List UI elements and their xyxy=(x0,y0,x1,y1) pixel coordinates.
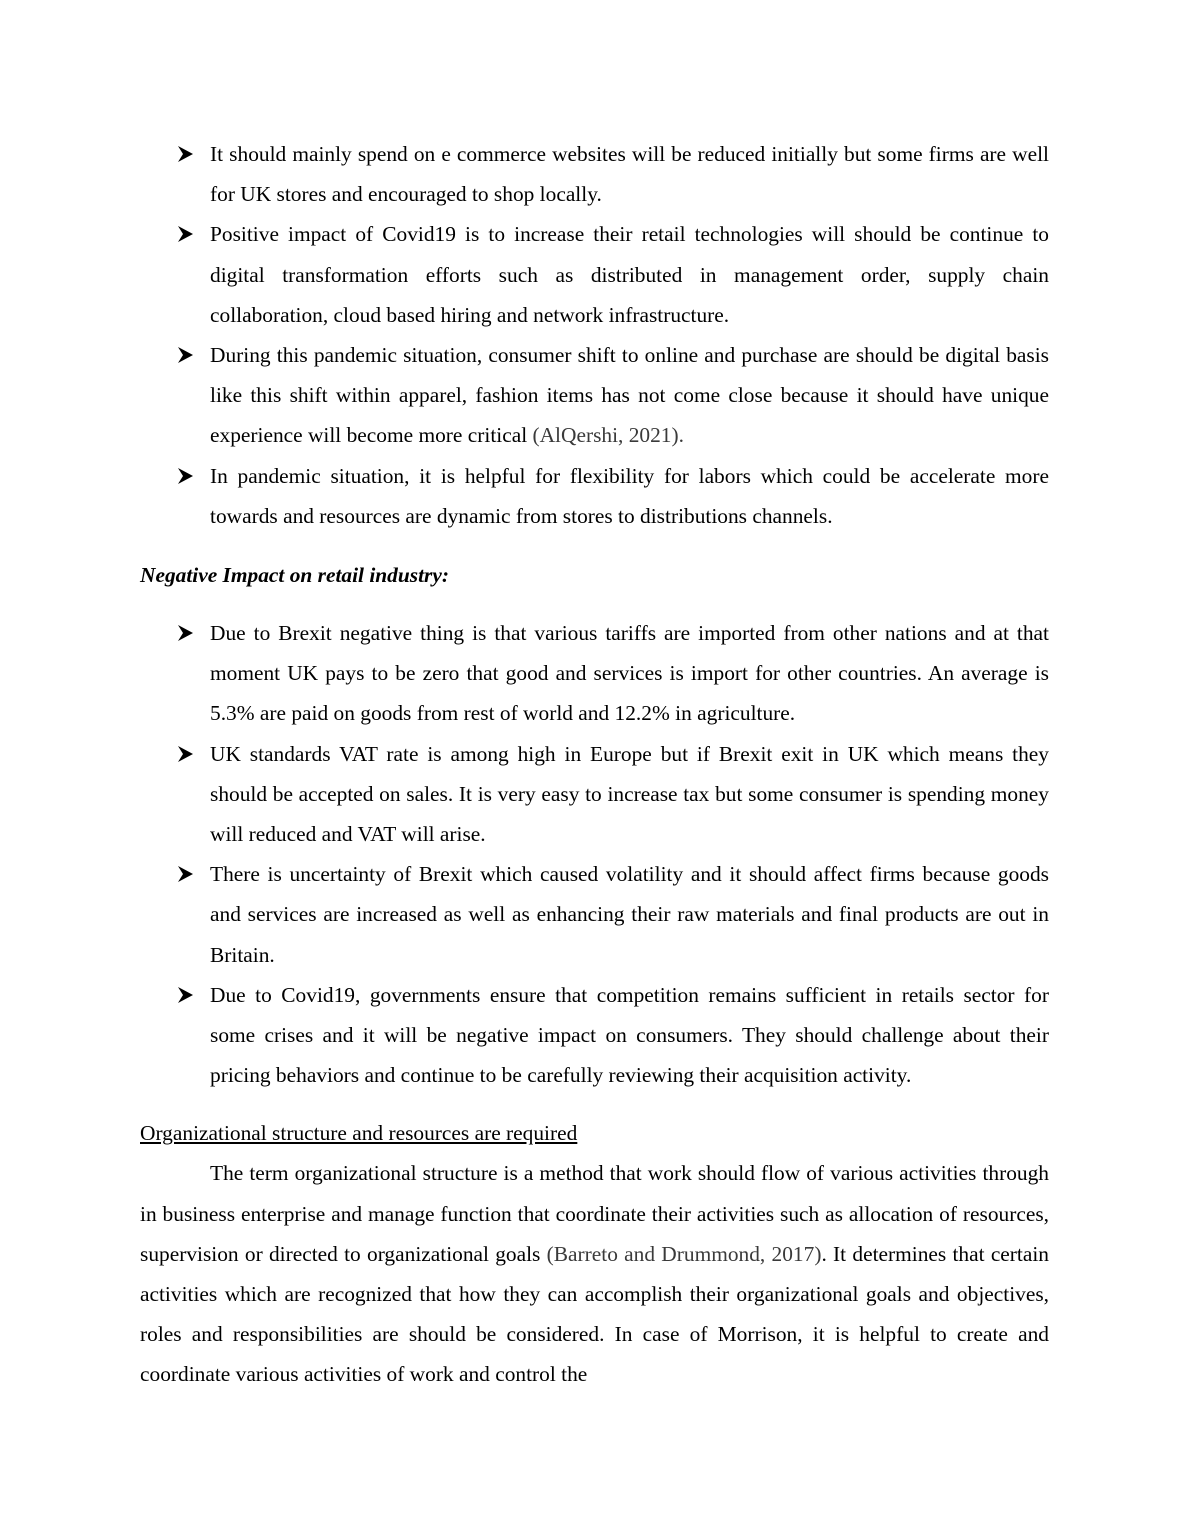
list-item xyxy=(140,613,1049,734)
list-item xyxy=(140,456,1049,536)
list-item xyxy=(140,335,1049,456)
negative-impact-heading: Negative Impact on retail industry: xyxy=(140,563,449,588)
list-item-text: It should mainly spend on e commerce websites will be reduced initially but some firms are well for UK stores and encouraged to shop locally. xyxy=(210,142,1049,207)
arrowhead-bullet-icon xyxy=(178,975,194,1015)
list-item-text: Positive impact of Covid19 is to increase their retail technologies will should be continue to digital transformation efforts such as distributed in management order, supply chain collaboration, cloud based hiring and network infrastructure. xyxy=(210,222,1049,327)
paragraph-text: . It determines that certain activities which are recognized that how they can accomplish their organizational goals and objectives, roles and responsibilities are should be considered. In case of Morrison, it is helpful to create and coordinate various activities of work and control the xyxy=(140,1241,1050,1387)
list-item-text: UK standards VAT rate is among high in Europe but if Brexit exit in UK which means they should be accepted on sales. It is very easy to increase tax but some consumer is spending money will reduced and VAT will arise. xyxy=(210,741,1049,847)
arrowhead-bullet-icon xyxy=(178,134,194,174)
list-item xyxy=(140,854,1049,975)
list-item-text: Due to Covid19, governments ensure that competition remains sufficient in retails sector for some crises and it will be negative impact on consumers. They should challenge about their pricing behaviors and continue to be carefully reviewing their acquisition activity. xyxy=(210,982,1049,1088)
list-item-text: During this pandemic situation, consumer shift to online and purchase are should be digital basis like this shift within apparel, fashion items has not come close because it should have unique experience will become more critical xyxy=(210,343,1049,448)
arrowhead-bullet-icon xyxy=(178,456,194,496)
list-item xyxy=(140,134,1049,214)
paragraph-text: The term organizational structure is a method that work should flow of various activities through in business enterprise and manage function that coordinate their activities such as allocation of resources, supervision or directed to organizational goals xyxy=(140,1161,1049,1266)
negative-impact-list xyxy=(140,613,1049,1095)
list-item xyxy=(140,214,1049,335)
arrowhead-bullet-icon xyxy=(178,335,194,375)
list-item xyxy=(140,975,1049,1096)
list-item-text: There is uncertainty of Brexit which caused volatility and it should affect firms because goods and services are increased as well as enhancing their raw materials and final products are out in Britain. xyxy=(210,862,1049,967)
positive-impact-list xyxy=(140,134,1049,536)
list-item-text: Due to Brexit negative thing is that various tariffs are imported from other nations and at that moment UK pays to be zero that good and services is import for other countries. An average is 5.3% are paid on goods from rest of world and 12.2% in agriculture. xyxy=(210,621,1049,726)
citation: (Barreto and Drummond, 2017) xyxy=(546,1241,822,1266)
org-structure-paragraph xyxy=(140,1153,1049,1394)
citation: (AlQershi, 2021). xyxy=(532,423,684,448)
list-item xyxy=(140,734,1049,855)
arrowhead-bullet-icon xyxy=(178,214,194,254)
page-content xyxy=(140,134,1049,1395)
arrowhead-bullet-icon xyxy=(178,613,194,653)
org-structure-heading: Organizational structure and resources are required xyxy=(140,1121,578,1146)
arrowhead-bullet-icon xyxy=(178,854,194,894)
arrowhead-bullet-icon xyxy=(178,734,194,774)
list-item-text: In pandemic situation, it is helpful for flexibility for labors which could be accelerate more towards and resources are dynamic from stores to distributions channels. xyxy=(210,463,1049,528)
